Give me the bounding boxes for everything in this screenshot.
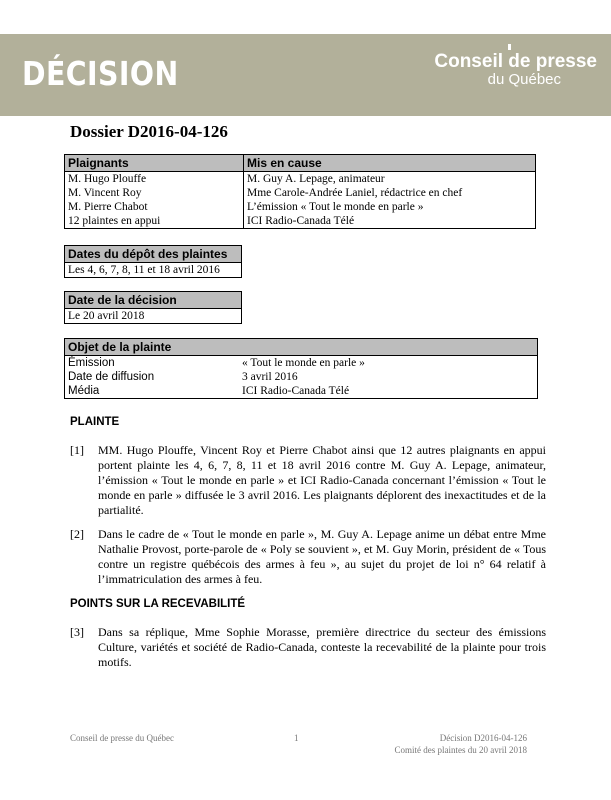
footer-decision-number: Décision D2016-04-126 (439, 733, 527, 743)
date-decision-header: Date de la décision (65, 292, 242, 309)
dossier-title: Dossier D2016-04-126 (70, 122, 228, 141)
footer-organization: Conseil de presse du Québec (70, 733, 174, 743)
paragraph-text: Dans le cadre de « Tout le monde en parle », M. Guy A. Lepage anime un débat entre Mme Nathalie Provost, porte-parole de « Poly se souvient », et M. Guy Morin, président de « Tous contre un registre québécois des armes à feu », au sujet du projet de loi n° 64 relatif à l’immatriculation des armes à feu. (98, 527, 546, 586)
mis-en-cause-header: Mis en cause (244, 155, 536, 172)
council-logo (434, 52, 597, 88)
section-heading-plainte: PLAINTE (70, 416, 120, 428)
mis-en-cause: L’émission « Tout le monde en parle » (247, 201, 424, 213)
dates-depot-value: Les 4, 6, 7, 8, 11 et 18 avril 2016 (65, 263, 242, 278)
objet-value: « Tout le monde en parle » (239, 356, 538, 371)
header-banner (0, 34, 611, 116)
paragraph-number: [3] (70, 625, 84, 639)
objet-table (64, 338, 538, 399)
objet-value: 3 avril 2016 (239, 370, 538, 384)
logo-line2: du Québec (487, 71, 561, 88)
objet-label: Média (65, 384, 240, 399)
logo-mark-icon (508, 44, 511, 50)
plaignant: M. Hugo Plouffe (68, 173, 147, 185)
mis-en-cause-cell (244, 172, 536, 215)
plaignant-cell (65, 172, 244, 215)
plaignant: M. Vincent Roy (68, 187, 142, 199)
mis-en-cause: ICI Radio-Canada Télé (244, 214, 536, 229)
date-decision-table (64, 291, 242, 324)
date-decision-value: Le 20 avril 2018 (65, 309, 242, 324)
plaignant: M. Pierre Chabot (68, 201, 148, 213)
dates-depot-table (64, 245, 242, 278)
mis-en-cause: M. Guy A. Lepage, animateur (247, 173, 385, 185)
paragraph (70, 527, 546, 587)
mis-en-cause: Mme Carole-Andrée Laniel, rédactrice en chef (247, 187, 463, 199)
parties-table (64, 154, 536, 229)
footer-reference (395, 732, 527, 756)
objet-label: Émission (65, 356, 240, 371)
plaignants-header: Plaignants (65, 155, 244, 172)
section-heading-recevabilite: POINTS SUR LA RECEVABILITÉ (70, 598, 246, 610)
dates-depot-header: Dates du dépôt des plaintes (65, 246, 242, 263)
plaignant: 12 plaintes en appui (65, 214, 244, 229)
logo-line1: Conseil de presse (434, 51, 597, 72)
document-type-title: DÉCISION (22, 54, 179, 93)
objet-header: Objet de la plainte (65, 339, 538, 356)
paragraph-number: [1] (70, 443, 84, 457)
footer-page-number: 1 (294, 733, 299, 743)
paragraph (70, 625, 546, 670)
paragraph-text: Dans sa réplique, Mme Sophie Morasse, première directrice du secteur des émissions Culture, variétés et société de Radio-Canada, conteste la recevabilité de la plainte pour trois motifs. (98, 625, 546, 669)
footer-committee-date: Comité des plaintes du 20 avril 2018 (394, 745, 527, 755)
objet-value: ICI Radio-Canada Télé (239, 384, 538, 399)
paragraph-text: MM. Hugo Plouffe, Vincent Roy et Pierre Chabot ainsi que 12 autres plaignants en appui portent plainte les 4, 6, 7, 8, 11 et 18 avril 2016 contre M. Guy A. Lepage, animateur, l’émission « Tout le monde en parle » et ICI Radio-Canada concernant l’émission « Tout le monde en parle » diffusée le 3 avril 2016. Les plaignants déplorent des inexactitudes et de la partialité. (98, 443, 546, 517)
objet-label: Date de diffusion (65, 370, 240, 384)
paragraph (70, 443, 546, 518)
paragraph-number: [2] (70, 527, 84, 541)
